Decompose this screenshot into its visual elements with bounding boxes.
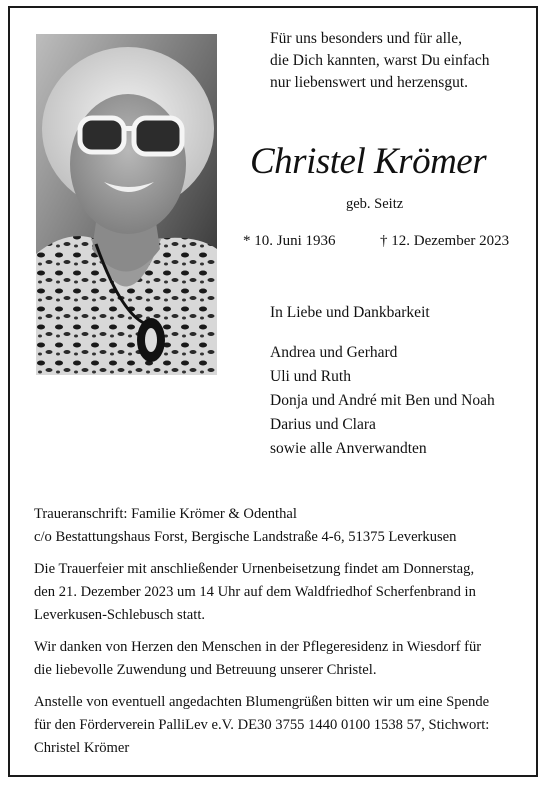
- death-date: † 12. Dezember 2023: [380, 233, 510, 249]
- notice-details: [34, 503, 516, 769]
- maiden-name: geb. Seitz: [346, 196, 404, 212]
- funeral-info: [34, 558, 516, 627]
- donation-note: [34, 691, 516, 760]
- family-member: sowie alle Anverwandten: [270, 440, 427, 457]
- address-line: c/o Bestattungshaus Forst, Bergische Landstraße 4-6, 51375 Leverkusen: [34, 529, 457, 545]
- thanks-note: [34, 636, 516, 682]
- donation-line: Christel Krömer: [34, 740, 130, 756]
- quote-line: die Dich kannten, warst Du einfach: [270, 52, 490, 69]
- family-member: Uli und Ruth: [270, 368, 351, 385]
- deceased-name: Christel Krömer: [250, 141, 487, 182]
- family-list: [270, 341, 495, 461]
- portrait-image: [36, 34, 217, 375]
- thanks-line: Wir danken von Herzen den Menschen in der Pflegeresidenz in Wiesdorf für: [34, 639, 482, 655]
- family-member: Donja und André mit Ben und Noah: [270, 392, 495, 409]
- portrait-photo: [36, 34, 217, 375]
- quote-line: Für uns besonders und für alle,: [270, 30, 462, 47]
- address-line: Traueranschrift: Familie Krömer & Odenthal: [34, 506, 297, 522]
- family-member: Darius und Clara: [270, 416, 376, 433]
- family-member: Andrea und Gerhard: [270, 344, 398, 361]
- mourning-intro: In Liebe und Dankbarkeit: [270, 304, 430, 321]
- birth-date: * 10. Juni 1936: [243, 233, 336, 249]
- funeral-line: Leverkusen-Schlebusch statt.: [34, 607, 206, 623]
- quote-line: nur liebenswert und herzensgut.: [270, 74, 468, 91]
- mourning-address: [34, 503, 516, 549]
- memorial-quote: [270, 28, 520, 94]
- funeral-line: den 21. Dezember 2023 um 14 Uhr auf dem Waldfriedhof Scherfenbrand in: [34, 584, 476, 600]
- funeral-line: Die Trauerfeier mit anschließender Urnenbeisetzung findet am Donnerstag,: [34, 561, 475, 577]
- thanks-line: die liebevolle Zuwendung und Betreuung unserer Christel.: [34, 662, 377, 678]
- donation-line: Anstelle von eventuell angedachten Blumengrüßen bitten wir um eine Spende: [34, 694, 490, 710]
- donation-line: für den Förderverein PalliLev e.V. DE30 3755 1440 0100 1538 57, Stichwort:: [34, 717, 490, 733]
